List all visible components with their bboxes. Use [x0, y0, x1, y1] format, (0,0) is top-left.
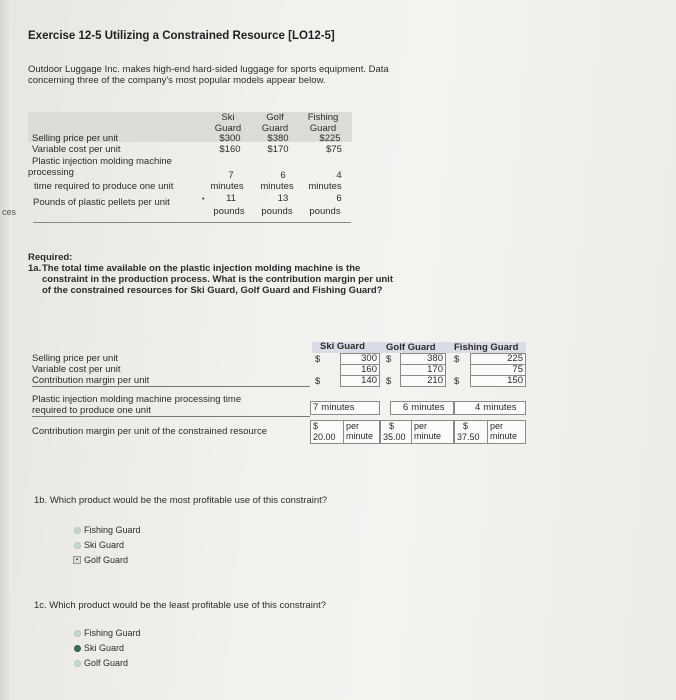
- question-1a-text: The total time available on the plastic injection molding machine is the constraint in the production process. What is the contribution margin per unit of the constrained resources for Ski Guard, Golf Guard and Fishing Guard?: [42, 263, 393, 296]
- row-label-proc-1: Plastic injection molding machine: [32, 156, 172, 167]
- side-label: ces: [2, 207, 17, 217]
- checked-radio-icon[interactable]: ▪: [73, 556, 81, 564]
- cell-proc-unit-ski: minutes: [210, 181, 244, 192]
- q1c-option-fishing[interactable]: [74, 628, 141, 638]
- q1c-option-golf[interactable]: [74, 658, 128, 668]
- row-label-pellets: Pounds of plastic pellets per unit: [33, 197, 170, 208]
- cell-price-fishing: $225: [319, 133, 341, 144]
- option-label: Fishing Guard: [84, 525, 141, 535]
- cell-pellets-fishing: 6: [336, 193, 342, 204]
- cell-var-golf: $170: [267, 144, 289, 155]
- dollar-sign: $: [389, 421, 395, 431]
- option-label: Golf Guard: [84, 555, 129, 565]
- table-bottom-rule: [33, 222, 351, 223]
- per-text: per: [490, 421, 504, 431]
- answer-label-proc-1: Plastic injection molding machine processing time: [32, 394, 242, 405]
- cell-proc-golf: 6: [280, 170, 286, 181]
- input-cmc-ski[interactable]: [310, 420, 380, 444]
- answer-header-golf: Golf Guard: [386, 342, 436, 353]
- answer-label-price: Selling price per unit: [32, 353, 119, 364]
- radio-icon[interactable]: [74, 660, 81, 667]
- input-proc-fishing[interactable]: [454, 401, 526, 415]
- header-text: Guard: [214, 123, 242, 134]
- minute-text: minute: [414, 431, 442, 441]
- input-cmc-fishing[interactable]: [454, 420, 526, 444]
- input-price-golf[interactable]: 380: [400, 353, 446, 365]
- dollar-sign: $: [454, 376, 460, 387]
- question-1b-text: 1b. Which product would be the most profitable use of this constraint?: [34, 495, 328, 506]
- question-1c-text: 1c. Which product would be the least profitable use of this constraint?: [34, 600, 327, 611]
- header-text: Fishing: [307, 112, 339, 123]
- proc-unit-text: minutes: [483, 402, 517, 413]
- bullet-mark: •: [202, 196, 205, 203]
- answer-label-cmc: Contribution margin per unit of the constrained resource: [32, 426, 267, 437]
- cell-proc-ski: 7: [228, 170, 234, 181]
- answer-label-cm: Contribution margin per unit: [32, 375, 150, 386]
- cell-price-golf: $380: [267, 133, 289, 144]
- answer-label-var: Variable cost per unit: [32, 364, 121, 375]
- option-label: Fishing Guard: [84, 628, 141, 638]
- cell-pellets-golf: 13: [277, 193, 289, 204]
- input-price-ski[interactable]: 300: [340, 353, 380, 365]
- input-var-ski[interactable]: 160: [340, 364, 380, 376]
- unit-cell: [411, 421, 441, 443]
- q1b-option-fishing[interactable]: [74, 525, 141, 535]
- dollar-sign: $: [315, 376, 321, 387]
- input-proc-golf[interactable]: [390, 401, 454, 415]
- input-var-golf[interactable]: 170: [400, 364, 446, 376]
- row-label-proc-2: processing: [28, 167, 74, 178]
- question-1a: [28, 263, 398, 296]
- product-data-table: [28, 108, 352, 224]
- selected-radio-icon[interactable]: [74, 645, 81, 652]
- input-cm-golf[interactable]: 210: [400, 375, 446, 387]
- row-label-proc-3: time required to produce one unit: [34, 181, 174, 192]
- intro-text: Outdoor Luggage Inc. makes high-end hard-sided luggage for sports equipment. Data concerning three of the company's most popular models appear below.: [28, 64, 389, 86]
- radio-icon[interactable]: [74, 542, 81, 549]
- required-heading: Required:: [28, 252, 73, 263]
- cell-proc-unit-golf: minutes: [260, 181, 294, 192]
- input-var-fishing[interactable]: 75: [470, 364, 526, 376]
- option-label: Ski Guard: [84, 540, 125, 550]
- input-cm-ski[interactable]: 140: [340, 375, 380, 387]
- dollar-sign: $: [386, 376, 392, 387]
- header-text: Ski: [221, 112, 235, 123]
- row-label-var: Variable cost per unit: [32, 144, 121, 155]
- minute-text: minute: [490, 431, 518, 441]
- cmc-value: 20.00: [313, 432, 336, 442]
- proc-unit-text: minutes: [321, 402, 355, 413]
- header-golf-guard: [253, 112, 297, 134]
- page-title: Exercise 12-5 Utilizing a Constrained Resource [LO12-5]: [28, 30, 335, 42]
- unit-cell: [343, 421, 373, 443]
- cell-price-ski: $300: [219, 133, 241, 144]
- dollar-sign: $: [454, 354, 460, 365]
- option-label: Ski Guard: [84, 643, 125, 653]
- dollar-sign: $: [315, 354, 321, 365]
- header-text: Guard: [309, 123, 337, 134]
- row-label-price: Selling price per unit: [32, 133, 119, 144]
- cell-proc-fishing: 4: [336, 170, 342, 181]
- required-section: [28, 252, 398, 296]
- header-ski-guard: [208, 112, 248, 134]
- cell-pellets-unit-golf: pounds: [261, 206, 293, 217]
- proc-value: 6: [403, 402, 409, 413]
- proc-unit-text: minutes: [411, 402, 445, 413]
- per-text: per: [414, 421, 428, 431]
- per-text: per: [346, 421, 360, 431]
- dollar-sign: $: [386, 354, 392, 365]
- input-proc-ski[interactable]: [310, 401, 380, 415]
- cmc-value: 35.00: [383, 432, 406, 442]
- question-1a-number: 1a.: [28, 263, 42, 274]
- answer-divider: [32, 416, 310, 417]
- q1b-option-ski[interactable]: [74, 540, 124, 550]
- proc-value: 4: [475, 402, 481, 413]
- minute-text: minute: [346, 431, 374, 441]
- input-price-fishing[interactable]: 225: [470, 353, 526, 365]
- cell-var-ski: $160: [219, 144, 241, 155]
- proc-value: 7: [313, 402, 319, 413]
- cell-var-fishing: $75: [326, 144, 342, 155]
- input-cm-fishing[interactable]: 150: [470, 375, 526, 387]
- answer-divider: [32, 386, 310, 387]
- answer-label-proc-2: required to produce one unit: [32, 405, 151, 416]
- cmc-value: 37.50: [457, 432, 480, 442]
- page-edge-shadow: [0, 0, 12, 700]
- header-text: Golf: [266, 112, 284, 123]
- header-fishing-guard: [300, 112, 346, 134]
- answer-table: [30, 340, 530, 446]
- answer-header-ski: Ski Guard: [320, 341, 365, 352]
- input-cmc-golf[interactable]: [380, 420, 454, 444]
- q1b-option-golf[interactable]: [73, 555, 128, 565]
- unit-cell: [487, 421, 517, 443]
- answer-header-fishing: Fishing Guard: [454, 342, 519, 353]
- radio-icon[interactable]: [74, 630, 81, 637]
- cell-pellets-ski: 11: [226, 193, 236, 204]
- cell-pellets-unit-fishing: pounds: [309, 206, 341, 217]
- cell-proc-unit-fishing: minutes: [308, 181, 342, 192]
- dollar-sign: $: [313, 421, 319, 431]
- q1c-option-ski[interactable]: [74, 643, 124, 653]
- header-text: Guard: [261, 123, 289, 134]
- radio-icon[interactable]: [74, 527, 81, 534]
- cell-pellets-unit-ski: pounds: [213, 206, 245, 217]
- dollar-sign: $: [463, 421, 469, 431]
- option-label: Golf Guard: [84, 658, 129, 668]
